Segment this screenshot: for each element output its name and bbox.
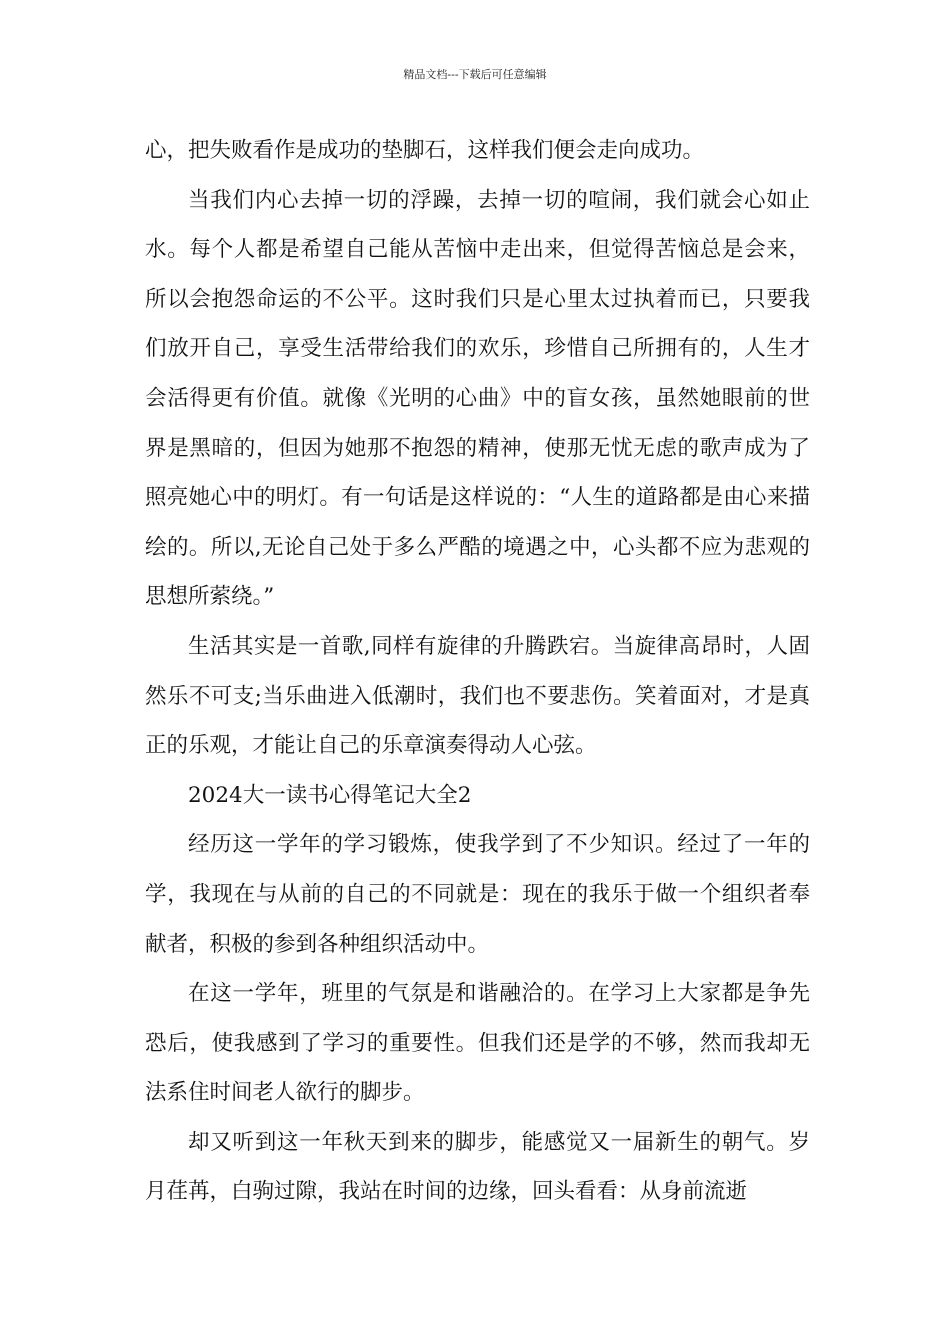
paragraph: 生活其实是一首歌,同样有旋律的升腾跌宕。当旋律高昂时，人固然乐不可支;当乐曲进入低潮时，我们也不要悲伤。笑着面对，才是真正的乐观，才能让自己的乐章演奏得动人心弦。	[145, 633, 810, 759]
document-body	[145, 126, 810, 1217]
section-heading: 2024大一读书心得笔记大全2	[188, 782, 472, 808]
paragraph: 心，把失败看作是成功的垫脚石，这样我们便会走向成功。	[145, 138, 705, 163]
paragraph: 在这一学年，班里的气氛是和谐融洽的。在学习上大家都是争先恐后，使我感到了学习的重要性。但我们还是学的不够，然而我却无法系住时间老人欲行的脚步。	[145, 981, 810, 1106]
paragraph: 却又听到这一年秋天到来的脚步，能感觉又一届新生的朝气。岁月荏苒，白驹过隙，我站在时间的边缘，回头看看：从身前流逝	[145, 1129, 810, 1205]
paragraph: 当我们内心去掉一切的浮躁，去掉一切的喧闹，我们就会心如止水。每个人都是希望自己能从苦恼中走出来，但觉得苦恼总是会来，所以会抱怨命运的不公平。这时我们只是心里太过执着而已，只要我们放开自己，享受生活带给我们的欢乐，珍惜自己所拥有的，人生才会活得更有价值。就像《光明的心曲》中的盲女孩，虽然她眼前的世界是黑暗的，但因为她那不抱怨的精神，使那无忧无虑的歌声成为了照亮她心中的明灯。有一句话是这样说的：“人生的道路都是由心来描绘的。所以,无论自己处于多么严酷的境遇之中，心头都不应为悲观的思想所萦绕。”	[145, 187, 810, 610]
page-header: 精品文档---下载后可任意编辑	[403, 68, 547, 81]
paragraph: 经历这一学年的学习锻炼，使我学到了不少知识。经过了一年的学，我现在与从前的自己的不同就是：现在的我乐于做一个组织者奉献者，积极的参到各种组织活动中。	[145, 832, 810, 957]
